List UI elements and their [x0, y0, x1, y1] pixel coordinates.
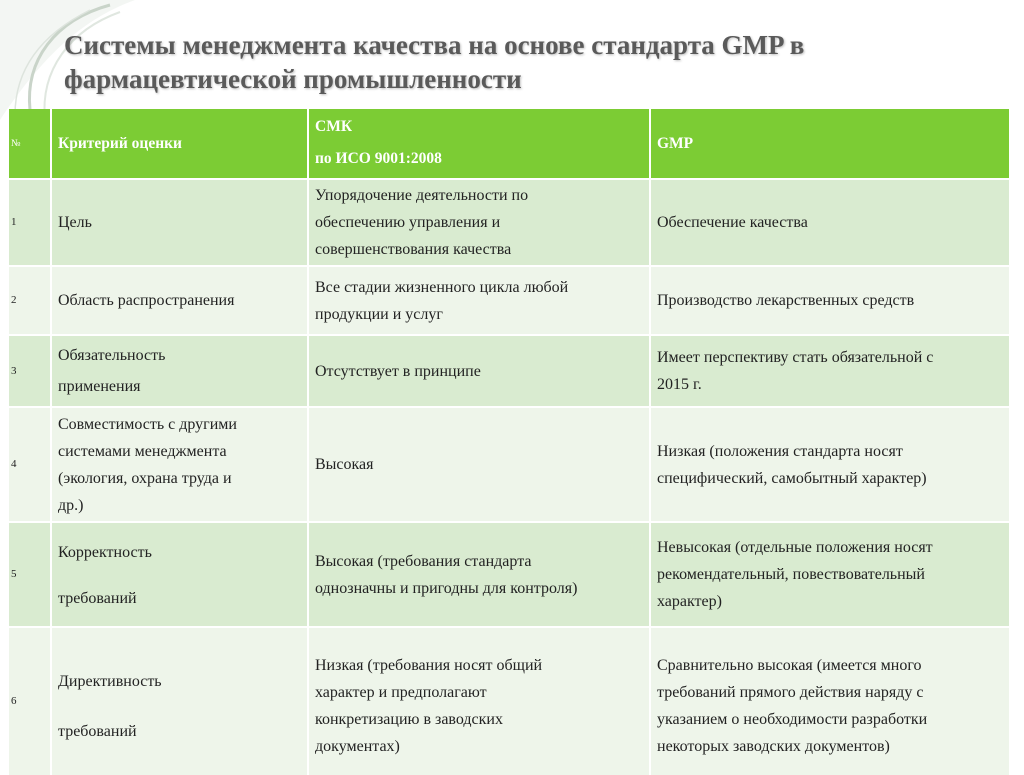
- slide-title-line: фармацевтической промышленности: [64, 64, 522, 94]
- row-num: 6: [9, 628, 50, 775]
- criterion-line: требований: [58, 723, 137, 740]
- row-gmp: [651, 523, 1009, 626]
- criterion-line: Совместимость с другими: [58, 415, 237, 433]
- gmp-line: Невысокая (отдельные положения носят: [657, 539, 933, 556]
- header-num: №: [9, 109, 50, 178]
- gmp-line: Имеет перспективу стать обязательной с: [657, 349, 934, 366]
- row-gmp: [651, 267, 1009, 334]
- header-smk-line: СМК: [315, 118, 353, 135]
- row-smk: [309, 180, 649, 265]
- criterion-line: др.): [58, 496, 84, 514]
- row-criterion: [52, 267, 307, 334]
- criterion-line: Область распространения: [58, 292, 235, 309]
- row-smk: [309, 267, 649, 334]
- smk-line: Высокая: [315, 456, 374, 473]
- header-smk-line: по ИСО 9001:2008: [315, 150, 442, 167]
- smk-line: Высокая (требования стандарта: [315, 552, 532, 570]
- criterion-line: применения: [58, 378, 141, 395]
- row-num: 5: [9, 523, 50, 626]
- gmp-line: 2015 г.: [657, 376, 702, 393]
- gmp-line: Обеспечение качества: [657, 214, 808, 231]
- row-num: 2: [9, 267, 50, 334]
- smk-line: Низкая (требования носят общий: [315, 657, 543, 674]
- smk-line: Все стадии жизненного цикла любой: [315, 278, 569, 296]
- row-criterion: [52, 180, 307, 265]
- slide-title-line: Системы менеджмента качества на основе стандарта GMP в: [64, 30, 805, 60]
- gmp-line: рекомендательный, повествовательный: [657, 566, 925, 583]
- criterion-line: Обязательность: [58, 347, 166, 364]
- criterion-line: требований: [58, 590, 137, 607]
- slide-title: [64, 28, 964, 96]
- smk-line: продукции и услуг: [315, 305, 443, 323]
- criterion-line: (экология, охрана труда и: [58, 469, 232, 487]
- row-criterion: [52, 523, 307, 626]
- row-num: 4: [9, 408, 50, 521]
- gmp-line: Производство лекарственных средств: [657, 292, 915, 309]
- row-gmp: [651, 180, 1009, 265]
- gmp-line: Сравнительно высокая (имеется много: [657, 657, 922, 674]
- row-smk: [309, 628, 649, 775]
- header-smk: [309, 109, 649, 178]
- criterion-line: Директивность: [58, 673, 162, 690]
- row-criterion: [52, 336, 307, 406]
- row-num: 3: [9, 336, 50, 406]
- row-gmp: [651, 408, 1009, 521]
- row-gmp: [651, 336, 1009, 406]
- smk-line: характер и предполагают: [315, 684, 487, 701]
- row-num: 1: [9, 180, 50, 265]
- gmp-line: Низкая (положения стандарта носят: [657, 442, 903, 460]
- row-criterion: [52, 628, 307, 775]
- gmp-line: характер): [657, 593, 722, 610]
- criterion-line: Цель: [58, 214, 92, 231]
- gmp-line: некоторых заводских документов): [657, 738, 890, 755]
- gmp-line: требований прямого действия наряду с: [657, 684, 924, 701]
- smk-line: документах): [315, 738, 400, 755]
- criterion-line: системами менеджмента: [58, 442, 227, 460]
- header-gmp: GMP: [651, 109, 1009, 178]
- criterion-line: Корректность: [58, 544, 152, 561]
- row-gmp: [651, 628, 1009, 775]
- row-criterion: [52, 408, 307, 521]
- gmp-line: указанием о необходимости разработки: [657, 711, 928, 728]
- smk-line: Отсутствует в принципе: [315, 362, 481, 380]
- row-smk: [309, 523, 649, 626]
- gmp-line: специфический, самобытный характер): [657, 469, 927, 487]
- comparison-table: [9, 109, 1009, 775]
- header-criterion: Критерий оценки: [52, 109, 307, 178]
- smk-line: Упорядочение деятельности по: [315, 187, 529, 204]
- smk-line: обеспечению управления и: [315, 214, 501, 231]
- smk-line: совершенствования качества: [315, 241, 512, 258]
- smk-line: конкретизацию в заводских: [315, 711, 503, 728]
- row-smk: [309, 408, 649, 521]
- row-smk: [309, 336, 649, 406]
- smk-line: однозначны и пригодны для контроля): [315, 579, 578, 597]
